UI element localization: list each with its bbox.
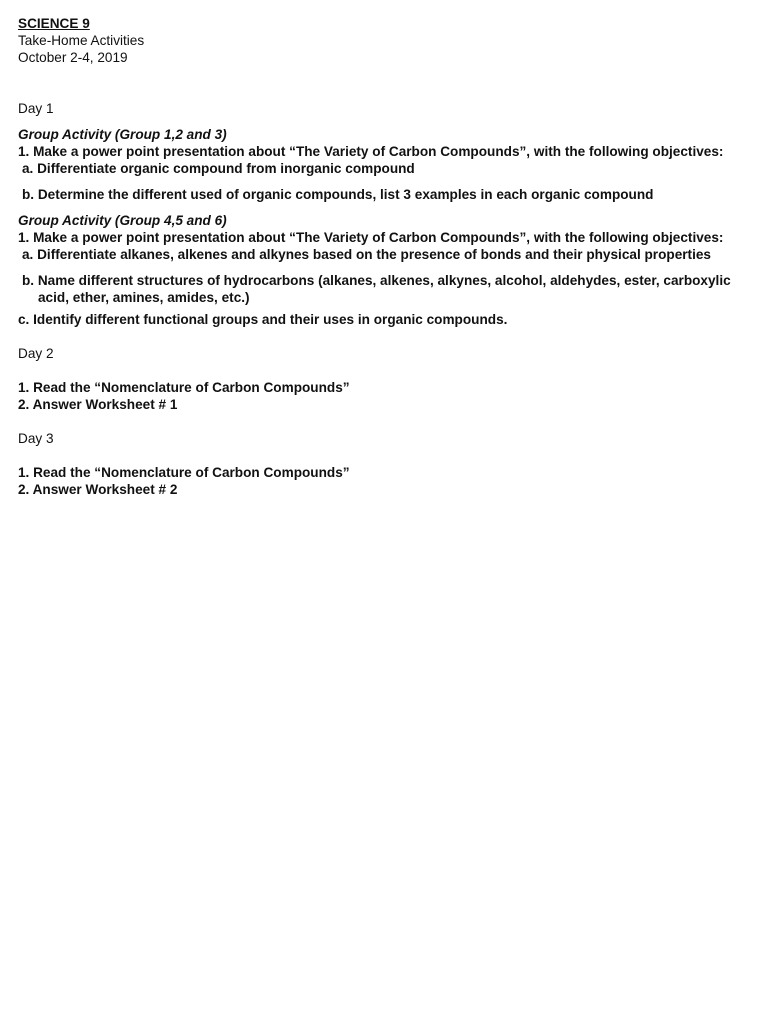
group-a-objective-b: b. Determine the different used of organic compounds, list 3 examples in each organic compound [22,187,654,202]
group-a-item-1: 1. Make a power point presentation about “The Variety of Carbon Compounds”, with the following objectives: [18,144,724,159]
spacer [18,66,758,83]
spacer [18,117,758,126]
group-b-objective-a: a. Differentiate alkanes, alkenes and alkynes based on the presence of bonds and their physical properties [22,247,711,262]
day2-label: Day 2 [18,346,54,361]
day3-label: Day 3 [18,431,54,446]
spacer [18,413,758,430]
group-b-item-1: 1. Make a power point presentation about “The Variety of Carbon Compounds”, with the following objectives: [18,230,724,245]
day3-item-1: 1. Read the “Nomenclature of Carbon Compounds” [18,465,350,480]
spacer [18,83,758,100]
day2-item-1: 1. Read the “Nomenclature of Carbon Compounds” [18,380,350,395]
group-b-objective-b: b. Name different structures of hydrocarbons (alkanes, alkenes, alkynes, alcohol, aldehydes, ester, carboxylic acid, ether, amines, amides, etc.) [22,273,735,305]
group-b-objective-c: c. Identify different functional groups and their uses in organic compounds. [18,312,508,327]
group-a-objective-a: a. Differentiate organic compound from inorganic compound [22,161,415,176]
document-body [18,15,758,498]
day2-item-2: 2. Answer Worksheet # 1 [18,397,178,412]
day1-label: Day 1 [18,101,54,116]
group-a-heading: Group Activity (Group 1,2 and 3) [18,127,227,142]
spacer [18,263,758,272]
spacer [18,447,758,464]
spacer [18,328,758,345]
course-title: SCIENCE 9 [18,16,90,31]
spacer [18,362,758,379]
group-b-heading: Group Activity (Group 4,5 and 6) [18,213,227,228]
spacer [18,177,758,186]
document-subtitle: Take-Home Activities [18,33,145,48]
day3-item-2: 2. Answer Worksheet # 2 [18,482,178,497]
document-date: October 2-4, 2019 [18,50,128,65]
spacer [18,203,758,212]
